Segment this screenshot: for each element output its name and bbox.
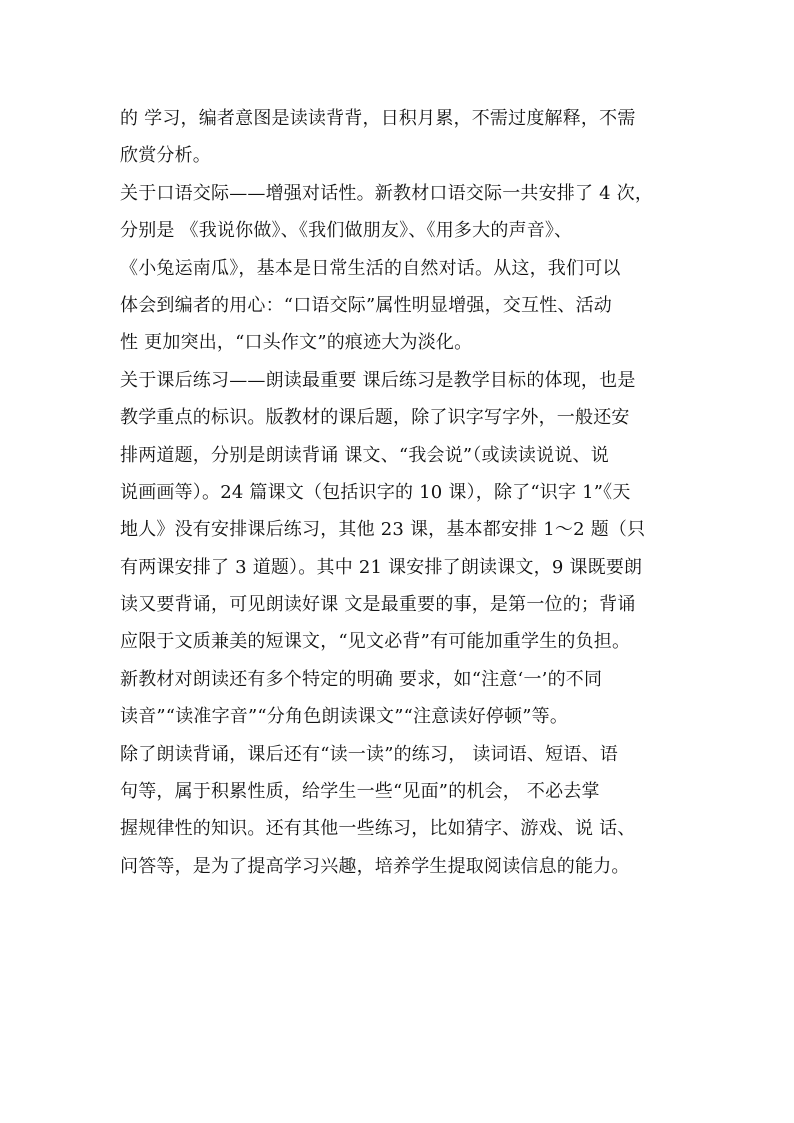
text-line: 有两课安排了 3 道题）。其中 21 课安排了朗读课文，9 课既要朗 — [120, 556, 643, 578]
text-line: 地人》没有安排课后练习，其他 23 课，基本都安排 1～2 题（只 — [120, 519, 646, 541]
text-line: 排两道题，分别是朗读背诵 课文、“我会说”（或读读说说、说 — [120, 444, 609, 466]
text-line: 说画画等）。24 篇课文（包括识字的 10 课），除了“识字 1”《天 — [120, 481, 631, 503]
text-line: 性 更加突出，“口头作文”的痕迹大为淡化。 — [120, 332, 473, 354]
text-line: 体会到编者的用心：“口语交际”属性明显增强，交互性、活动 — [120, 294, 613, 316]
text-line: 应限于文质兼美的短课文，“见文必背”有可能加重学生的负担。 — [120, 631, 631, 653]
text-line: 教学重点的标识。版教材的课后题，除了识字写字外，一般还安 — [120, 407, 630, 429]
text-line: 握规律性的知识。还有其他一些练习，比如猜字、游戏、说 话、 — [120, 818, 636, 840]
text-line: 句等，属于积累性质，给学生一些“见面”的机会， 不必去掌 — [120, 781, 600, 803]
text-line: 除了朗读背诵，课后还有“读一读”的练习， 读词语、短语、语 — [120, 743, 618, 765]
text-line: 的 学习，编者意图是读读背背，日积月累，不需过度解释，不需 — [120, 108, 636, 129]
text-line: 读又要背诵，可见朗读好课 文是最重要的事，是第一位的；背诵 — [120, 594, 636, 616]
document-body — [120, 100, 680, 885]
text-line: 关于课后练习——朗读最重要 课后练习是教学目标的体现，也是 — [120, 369, 636, 391]
text-line: 新教材对朗读还有多个特定的明确 要求，如“注意‘一’的不同 — [120, 668, 603, 690]
text-line: 《小兔运南瓜》，基本是日常生活的自然对话。从这，我们可以 — [120, 257, 621, 279]
text-line: 问答等，是为了提高学习兴趣，培养学生提取阅读信息的能力。 — [120, 855, 630, 877]
text-line: 关于口语交际——增强对话性。新教材口语交际一共安排了 4 次， — [120, 182, 654, 204]
text-line: 读音”“读准字音”“分角色朗读课文”“注意读好停顿”等。 — [120, 706, 569, 728]
text-line: 分别是 《我说你做》、《我们做朋友》、《用多大的声音》、 — [120, 220, 573, 242]
text-line: 欣赏分析。 — [120, 145, 211, 167]
